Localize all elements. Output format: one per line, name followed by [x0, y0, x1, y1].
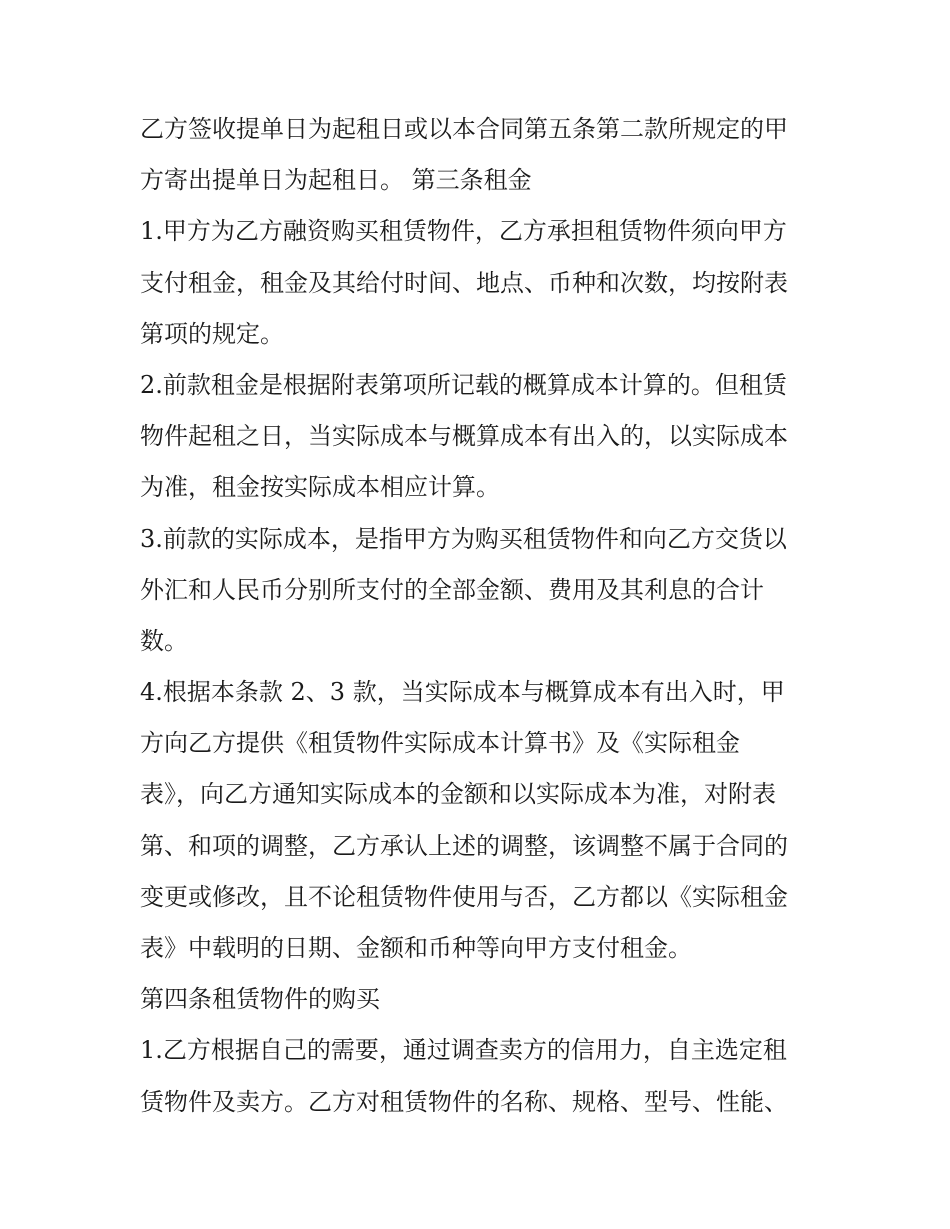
- text-line: 第项的规定。: [140, 319, 284, 348]
- text-line: 表》，向乙方通知实际成本的金额和以实际成本为准，对附表: [140, 780, 776, 809]
- text-line: 1.甲方为乙方融资购买租赁物件，乙方承担租赁物件须向甲方: [140, 217, 787, 246]
- text-line: 乙方签收提单日为起租日或以本合同第五条第二款所规定的甲: [140, 115, 788, 143]
- text-line: 4.根据本条款 2、3 款，当实际成本与概算成本有出入时，甲: [140, 678, 785, 707]
- text-line: 方向乙方提供《租赁物件实际成本计算书》及《实际租金: [140, 729, 740, 758]
- text-line: 变更或修改，且不论租赁物件使用与否，乙方都以《实际租金: [140, 882, 788, 911]
- text-line: 物件起租之日，当实际成本与概算成本有出入的，以实际成本: [140, 422, 788, 451]
- text-line: 方寄出提单日为起租日。 第三条租金: [140, 166, 532, 195]
- document-body: [140, 104, 820, 1128]
- text-line: 第、和项的调整，乙方承认上述的调整，该调整不属于合同的: [140, 831, 788, 860]
- text-line: 表》中载明的日期、金额和币种等向甲方支付租金。: [140, 934, 692, 962]
- text-line: 赁物件及卖方。乙方对租赁物件的名称、规格、型号、性能、: [140, 1087, 788, 1116]
- text-line: 外汇和人民币分别所支付的全部金额、费用及其利息的合计: [140, 575, 764, 604]
- text-line: 为准，租金按实际成本相应计算。: [140, 473, 500, 502]
- text-line: 数。: [140, 626, 188, 655]
- section-heading: 第四条租赁物件的购买: [140, 985, 380, 1014]
- text-line: 3.前款的实际成本，是指甲方为购买租赁物件和向乙方交货以: [140, 524, 787, 553]
- text-line: 支付租金，租金及其给付时间、地点、币种和次数，均按附表: [140, 268, 788, 297]
- text-line: 1.乙方根据自己的需要，通过调查卖方的信用力，自主选定租: [140, 1036, 787, 1065]
- text-line: 2.前款租金是根据附表第项所记载的概算成本计算的。但租赁: [140, 370, 787, 399]
